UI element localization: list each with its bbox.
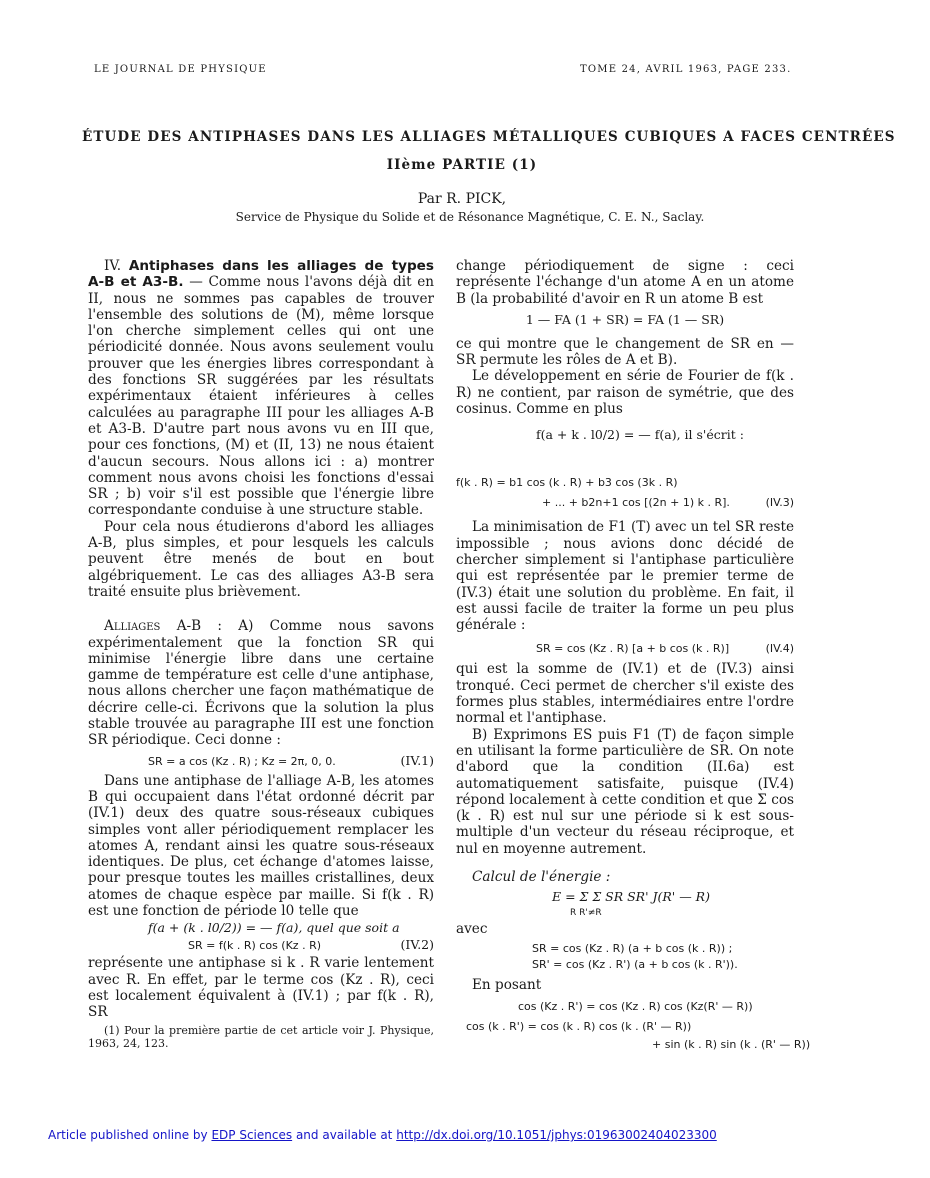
paragraph: Le développement en série de Fourier de f(k . R) ne contient, par raison de symétrie, que des cosinus. Comme en plus [456, 368, 794, 418]
equation-iv1 [88, 749, 434, 773]
doi-link[interactable]: http://dx.doi.org/10.1051/jphys:01963002404023300 [396, 1128, 717, 1142]
equation-iv3 [456, 471, 794, 515]
equation-expansion [456, 997, 811, 1059]
footer-text: and available at [295, 1128, 393, 1142]
affiliation: Service de Physique du Solide et de Résonance Magnétique, C. E. N., Saclay. [235, 210, 705, 224]
equation: 1 — FA (1 + SR) = FA (1 — SR) [525, 311, 725, 327]
equation-sr [456, 939, 794, 977]
avec-label: avec [456, 921, 488, 938]
paragraph: — Comme nous l'avons déjà dit en II, nous ne sommes pas capables de trouver l'ensemble des solutions de (M), même lorsque l'on cherche simplement celles qui ont une périodicité donnée. Nous avons seulement voulu prouver que les énergies libres correspondant à des fonctions SR suggérées par les résultats expérimentaux étaient inférieures à celles calculées au paragraphe III pour les alliages A-B et A3-B. D'autre part nous avons vu en III que, pour ces fonctions, (M) et (II, 13) ne nous étaient d'aucun secours. Nous allons ici : a) montrer comment nous avons choisi les fonctions d'essai SR ; b) voir s'il est possible que l'énergie libre correspondante conduise à une structure stable. [88, 274, 434, 519]
paragraph: B) Exprimons ES puis F1 (T) de façon simple en utilisant la forme particulière de SR. On note d'abord que la condition (II.6a) est automatiquement satisfaite, puisque (IV.4) répond localement à cette condition et que Σ cos (k . R) est nul sur une période si k est sous-multiple d'un vecteur du réseau réciproque, et nul en moyenne autrement. [456, 726, 794, 857]
article-title: ÉTUDE DES ANTIPHASES DANS LES ALLIAGES MÉTALLIQUES CUBIQUES A FACES CENTRÉES [82, 129, 896, 145]
equation-iv4 [456, 633, 794, 661]
right-column [456, 258, 811, 1059]
paragraph: Dans une antiphase de l'alliage A-B, les atomes B qui occupaient dans l'état ordonné décrit par (IV.1) deux des quatre sous-réseaux cubiques simples vont aller périodiquement remplacer les atomes A, rendant ainsi les quatre sous-réseaux identiques. De plus, cet échange d'atomes laisse, pour presque toutes les mailles cristallines, deux atomes de chaque espèce par maille. Si f(k . R) est une fonction de période l0 telle que [88, 772, 434, 919]
paragraph: qui est la somme de (IV.1) et de (IV.3) ainsi tronqué. Ceci permet de chercher s'il existe des formes plus stables, intermédiaires entre l'ordre normal et l'antiphase. [456, 661, 794, 727]
equation: f(k . R) = b1 cos (k . R) + b3 cos (3k . R) [456, 476, 678, 490]
equation-number: (IV.3) [765, 496, 794, 510]
equation-number: (IV.4) [765, 642, 794, 656]
equation: SR = a cos (Kz . R) ; Kz = 2π, 0, 0. [148, 754, 336, 768]
issue-info: TOME 24, AVRIL 1963, PAGE 233. [580, 64, 792, 75]
equation-number: (IV.1) [400, 752, 434, 768]
left-column [88, 258, 434, 1050]
article-part: IIème PARTIE (1) [386, 157, 538, 173]
paragraph: ce qui montre que le changement de SR en — SR permute les rôles de A et B). [456, 335, 794, 369]
paragraph: représente une antiphase si k . R varie lentement avec R. En effet, par le terme cos (Kz . R), ceci est localement équivalent à (IV.1) ; par f(k . R), SR [88, 955, 434, 1021]
equation-iv2 [88, 919, 434, 955]
equation: f(a + (k . l0/2)) = — f(a), quel que soit a [148, 920, 400, 936]
journal-name: LE JOURNAL DE PHYSIQUE [94, 64, 267, 75]
footnote: (1) Pour la première partie de cet article voir J. Physique, 1963, 24, 123. [88, 1024, 434, 1051]
equation: f(a + k . l0/2) = — f(a), il s'écrit : [536, 427, 744, 443]
equation: cos (k . R') = cos (k . R) cos (k . (R' — R)) [466, 1020, 692, 1034]
section-title: Antiphases dans les alliages de types A-B et A3-B. [88, 258, 434, 291]
equation-number: (IV.2) [400, 937, 434, 953]
equation: SR = f(k . R) cos (Kz . R) [188, 939, 321, 953]
equation: + ... + b2n+1 cos [(2n + 1) k . R]. [542, 496, 730, 510]
section-number: IV. [104, 258, 122, 274]
footer-text: Article published online by [48, 1128, 208, 1142]
calc-heading: Calcul de l'énergie : [472, 869, 611, 886]
equation: E = Σ Σ SR SR' J(R' — R) [552, 889, 710, 905]
paragraph: La minimisation de F1 (T) avec un tel SR reste impossible ; nous avions donc décidé de chercher simplement si l'antiphase particulière qui est représentée par le premier terme de (IV.3) était une solution du problème. En fait, il est aussi facile de traiter la forme un peu plus générale : [456, 519, 794, 634]
paragraph [88, 618, 434, 748]
subsection-label: Alliages A-B : [104, 618, 222, 635]
equation-energy [456, 885, 794, 921]
publisher-link[interactable]: EDP Sciences [211, 1128, 293, 1142]
equation: + sin (k . R) sin (k . (R' — R)) [652, 1038, 811, 1052]
section-iv-intro [88, 258, 434, 519]
author: Par R. PICK, [417, 191, 507, 207]
equation: SR' = cos (Kz . R') (a + b cos (k . R')). [532, 958, 738, 972]
equation: SR = cos (Kz . R) [a + b cos (k . R)] [536, 642, 730, 656]
equation-subscripts: R R'≠R [570, 908, 602, 919]
posant-label: En posant [472, 977, 542, 994]
equation: SR = cos (Kz . R) (a + b cos (k . R)) ; [532, 942, 733, 956]
publication-footer [48, 1128, 717, 1142]
paragraph: change périodiquement de signe : ceci représente l'échange d'un atome A en un atome B (la probabilité d'avoir en R un atome B est [456, 258, 794, 307]
equation: cos (Kz . R') = cos (Kz . R) cos (Kz(R' — R)) [518, 1000, 753, 1014]
paragraph: Pour cela nous étudierons d'abord les alliages A-B, plus simples, et pour lesquels les calculs peuvent être menés de bout en bout algébriquement. Le cas des alliages A3-B sera traité ensuite plus brièvement. [88, 518, 434, 600]
paragraph-text: A) Comme nous savons expérimentalement que la fonction SR qui minimise l'énergie libre dans une certaine gamme de température est celle d'une antiphase, nous allons chercher une façon mathématique de décrire celle-ci. Écrivons que la solution la plus stable trouvée au paragraphe III est une fonction SR périodique. Ceci donne : [88, 618, 435, 749]
